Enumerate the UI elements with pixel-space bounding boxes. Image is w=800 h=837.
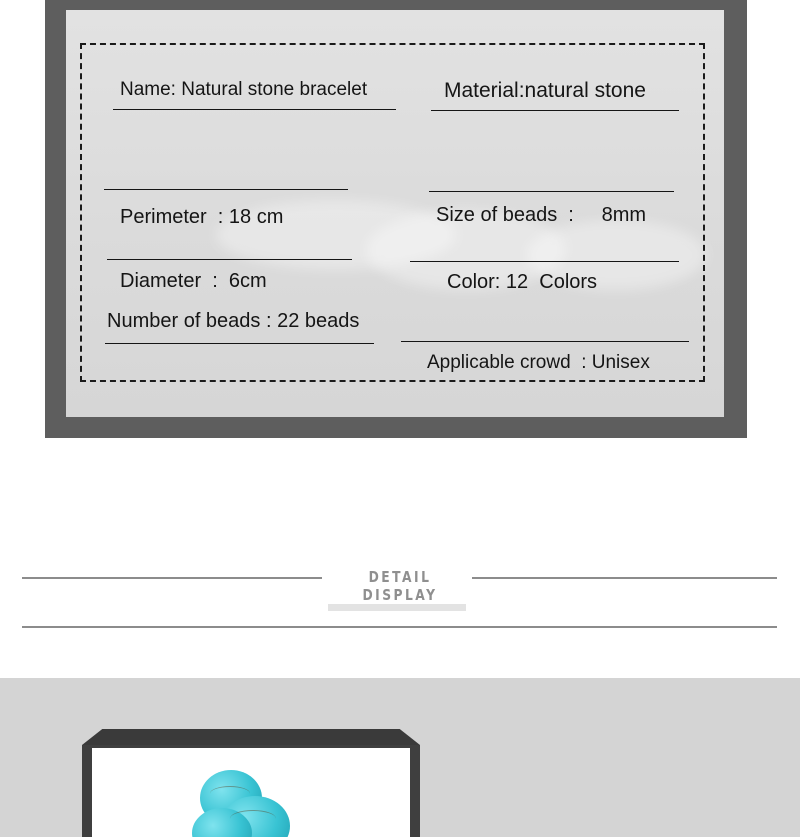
- underline: [107, 259, 352, 260]
- underline: [113, 109, 396, 110]
- spec-color: [447, 225, 597, 317]
- spec-diameter: [120, 224, 267, 316]
- spec-number-of-beads: [107, 310, 359, 333]
- spec-material: [444, 79, 646, 103]
- underline: [104, 189, 348, 190]
- heading-rule-left: [22, 577, 322, 579]
- underline: [105, 343, 374, 344]
- spec-applicable-crowd: [427, 308, 650, 396]
- spec-color-text: Color: 12 Colors: [447, 271, 598, 293]
- spec-perimeter-text: Perimeter : 18 cm: [120, 206, 284, 228]
- spec-size-of-beads-text: Size of beads : 8mm: [436, 204, 647, 226]
- spec-applicable-crowd-text: Applicable crowd : Unisex: [427, 352, 650, 373]
- spec-name: [120, 79, 367, 101]
- underline: [429, 191, 674, 192]
- product-photo[interactable]: [92, 748, 410, 837]
- section-heading: DETAIL DISPLAY: [362, 568, 438, 604]
- spec-name-text: Name: Natural stone bracelet: [120, 79, 368, 100]
- heading-rule-right: [472, 577, 777, 579]
- section-divider: [22, 626, 777, 628]
- underline: [401, 341, 689, 342]
- heading-underbar: [328, 604, 466, 611]
- spec-number-of-beads-text: Number of beads : 22 beads: [107, 310, 360, 332]
- photo-frame-top: [82, 729, 420, 745]
- spec-material-text: Material:natural stone: [444, 79, 646, 102]
- underline: [410, 261, 679, 262]
- underline: [431, 110, 679, 111]
- bead-texture: [230, 810, 276, 827]
- bead-texture: [210, 786, 250, 801]
- spec-diameter-text: Diameter : 6cm: [120, 270, 267, 292]
